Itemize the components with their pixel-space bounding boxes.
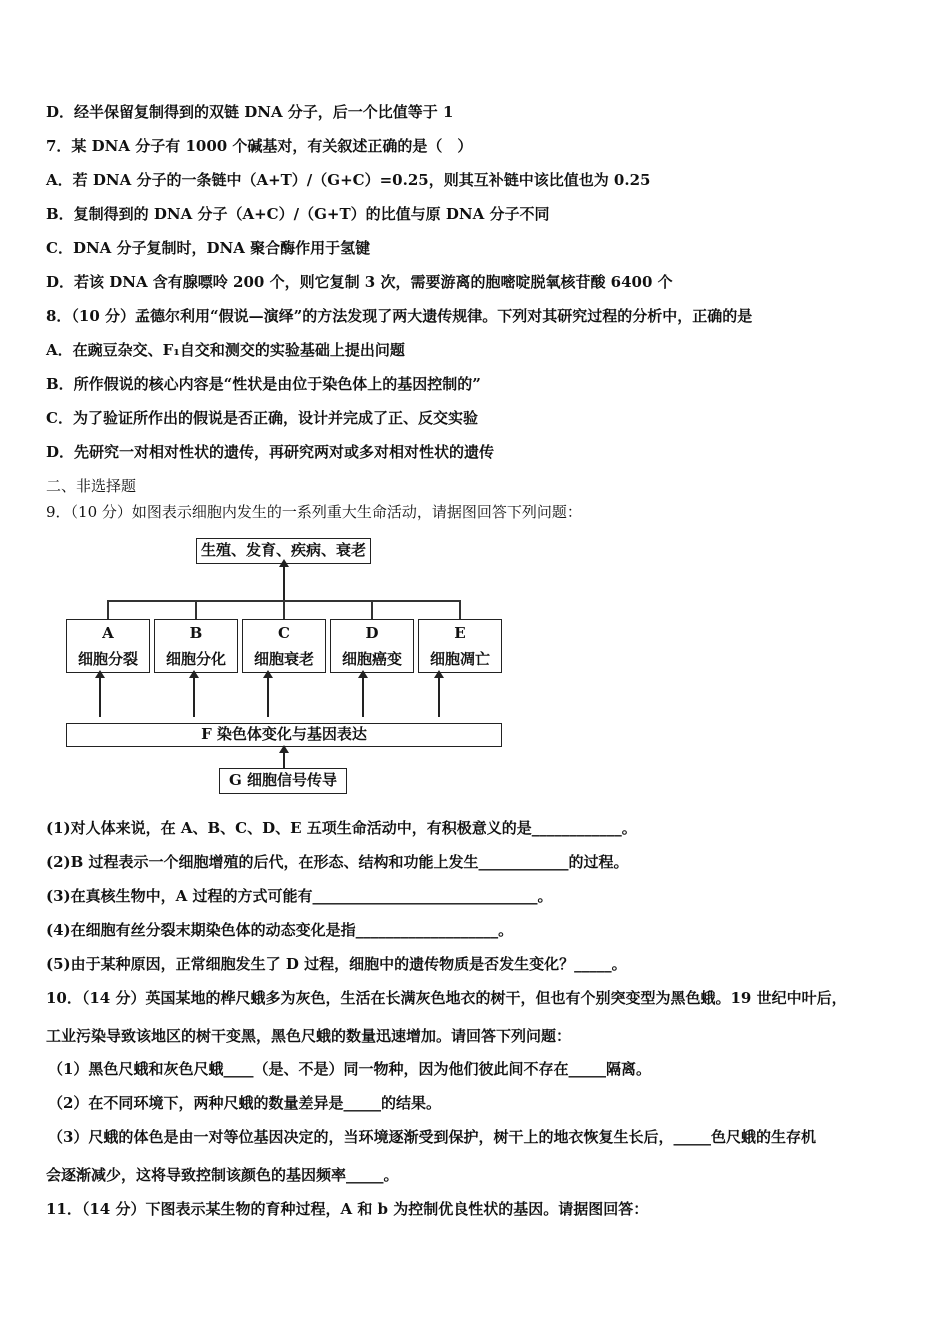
question-8-stem: 8．（10 分）孟德尔利用“假说—演绎”的方法发现了两大遗传规律。下列对其研究过程的分析中，正确的是 bbox=[46, 307, 753, 325]
q8-option-c: C．为了验证所作出的假说是否正确，设计并完成了正、反交实验 bbox=[46, 409, 478, 427]
cell-box-b-letter: B bbox=[189, 624, 203, 642]
q9-subquestion-3: (3)在真核生物中，A 过程的方式可能有______________________________。 bbox=[46, 887, 553, 905]
arrow-to-box-b bbox=[193, 677, 195, 717]
cell-box-d-name: 细胞癌变 bbox=[341, 650, 402, 668]
cell-box-c-letter: C bbox=[278, 624, 290, 642]
q9-subquestion-1: (1)对人体来说，在 A、B、C、D、E 五项生命活动中，有积极意义的是____________。 bbox=[46, 819, 637, 837]
q10-subquestion-1: （1）黑色尺蛾和灰色尺蛾____（是、不是）同一物种，因为他们彼此间不存在_____隔离。 bbox=[48, 1060, 651, 1078]
branch-drop-d bbox=[371, 600, 373, 620]
cell-box-a bbox=[66, 619, 150, 673]
branch-drop-b bbox=[195, 600, 197, 620]
cell-box-b bbox=[154, 619, 238, 673]
cell-box-c bbox=[242, 619, 326, 673]
diagram-top-box: 生殖、发育、疾病、衰老 bbox=[196, 538, 371, 564]
f-box: F 染色体变化与基因表达 bbox=[66, 723, 502, 747]
q10-subquestion-3-line-1: （3）尺蛾的体色是由一对等位基因决定的，当环境逐渐受到保护，树干上的地衣恢复生长后，_____色尺蛾的生存机 bbox=[48, 1128, 816, 1146]
q10-subquestion-3-line-2: 会逐渐减少，这将导致控制该颜色的基因频率_____。 bbox=[46, 1166, 399, 1184]
arrow-to-box-e bbox=[438, 677, 440, 717]
arrow-to-box-a bbox=[99, 677, 101, 717]
q8-option-b: B．所作假说的核心内容是“性状是由位于染色体上的基因控制的” bbox=[46, 375, 481, 393]
q10-subquestion-2: （2）在不同环境下，两种尺蛾的数量差异是_____的结果。 bbox=[48, 1094, 441, 1112]
q8-option-a: A．在豌豆杂交、F₁自交和测交的实验基础上提出问题 bbox=[46, 341, 405, 359]
q7-option-d: D．若该 DNA 含有腺嘌呤 200 个，则它复制 3 次，需要游离的胞嘧啶脱氧核苷酸 6400 个 bbox=[46, 273, 673, 291]
cell-life-activities-diagram bbox=[60, 530, 510, 800]
branch-drop-c bbox=[283, 600, 285, 620]
q7-option-b: B．复制得到的 DNA 分子（A+C）/（G+T）的比值与原 DNA 分子不同 bbox=[46, 205, 550, 223]
arrow-to-box-c bbox=[267, 677, 269, 717]
g-box: G 细胞信号传导 bbox=[219, 768, 347, 794]
line-q6-option-d: D．经半保留复制得到的双链 DNA 分子，后一个比值等于 1 bbox=[46, 103, 454, 121]
question-10-stem-line-1: 10．（14 分）英国某地的桦尺蛾多为灰色，生活在长满灰色地衣的树干，但也有个别突变型为黑色蛾。19 世纪中叶后， bbox=[46, 989, 847, 1007]
cell-box-e-letter: E bbox=[454, 624, 466, 642]
cell-box-e-name: 细胞凋亡 bbox=[429, 650, 490, 668]
q8-option-d: D．先研究一对相对性状的遗传，再研究两对或多对相对性状的遗传 bbox=[46, 443, 495, 461]
q7-option-a: A．若 DNA 分子的一条链中（A+T）/（G+C）=0.25，则其互补链中该比值也为 0.25 bbox=[46, 171, 651, 189]
cell-box-d-letter: D bbox=[365, 624, 379, 642]
q9-subquestion-5: (5)由于某种原因，正常细胞发生了 D 过程，细胞中的遗传物质是否发生变化？_____。 bbox=[46, 955, 627, 973]
cell-box-a-name: 细胞分裂 bbox=[77, 650, 138, 668]
arrow-to-box-d bbox=[362, 677, 364, 717]
cell-box-a-letter: A bbox=[102, 624, 114, 642]
q7-option-c: C．DNA 分子复制时，DNA 聚合酶作用于氢键 bbox=[46, 239, 371, 257]
question-9-stem: 9．（10 分）如图表示细胞内发生的一系列重大生命活动，请据图回答下列问题： bbox=[46, 503, 582, 521]
arrow-to-top-box bbox=[283, 566, 285, 600]
q9-subquestion-4: (4)在细胞有丝分裂末期染色体的动态变化是指___________________。 bbox=[46, 921, 514, 939]
cell-box-e bbox=[418, 619, 502, 673]
question-11-stem: 11．（14 分）下图表示某生物的育种过程，A 和 b 为控制优良性状的基因。请据图回答： bbox=[46, 1200, 649, 1218]
question-10-stem-line-2: 工业污染导致该地区的树干变黑，黑色尺蛾的数量迅速增加。请回答下列问题： bbox=[46, 1027, 572, 1045]
question-7-stem: 7．某 DNA 分子有 1000 个碱基对，有关叙述正确的是（ ） bbox=[46, 137, 473, 155]
q9-subquestion-2: (2)B 过程表示一个细胞增殖的后代，在形态、结构和功能上发生____________的过程。 bbox=[46, 853, 629, 871]
cell-box-c-name: 细胞衰老 bbox=[253, 650, 314, 668]
cell-box-d bbox=[330, 619, 414, 673]
section-heading: 二、非选择题 bbox=[46, 477, 137, 495]
branch-drop-e bbox=[459, 600, 461, 620]
cell-box-b-name: 细胞分化 bbox=[165, 650, 226, 668]
branch-drop-a bbox=[107, 600, 109, 620]
